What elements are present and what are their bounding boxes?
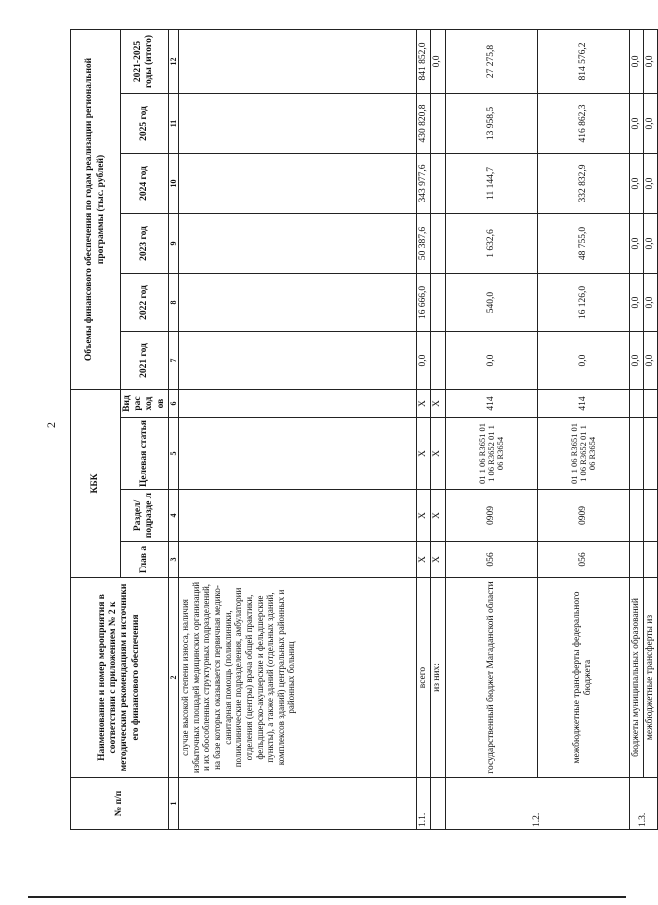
- value-2025: 0,0: [643, 94, 657, 154]
- header-total: 2021-2025 годы (итого): [121, 29, 169, 93]
- col-number: 2: [168, 578, 178, 778]
- row-vid: Х: [417, 390, 431, 418]
- cell-empty: [179, 154, 417, 214]
- table-row-1-3: [629, 29, 643, 829]
- cell-empty: [179, 94, 417, 154]
- row-name: бюджеты муниципальных образований: [629, 578, 643, 778]
- cell-empty: [179, 778, 417, 830]
- col-number: 5: [168, 418, 178, 490]
- row-number: 1.1.: [417, 778, 431, 830]
- row-glava: Х: [431, 542, 445, 578]
- value-2023: 48 755,0: [537, 214, 629, 274]
- table-row-1-1-sub: [431, 29, 445, 829]
- value-2022: 0,0: [643, 274, 657, 332]
- value-total: 0,0: [431, 29, 445, 93]
- value-2022: 16 126,0: [537, 274, 629, 332]
- value-2021: 0,0: [643, 332, 657, 390]
- value-2023: 50 387,6: [417, 214, 431, 274]
- value-2025: 13 958,5: [445, 94, 537, 154]
- cell-empty: [629, 490, 643, 542]
- measure-description: случае высокой степени износа, наличия избыточных площадей медицинских организаций и их обособленных структурных подразделений, на базе которых оказывается первичная медико-санитарная помощь (поликлиники, поликлинические подразделения, амбулатории отделения (центры) врача общей практики, фельдшерско-акушерские и фельдшерские пункты), а также зданий (отдельных зданий, комплексов зданий) центральных районных и районных больниц: [179, 578, 417, 778]
- value-total: 814 576,2: [537, 29, 629, 93]
- header-2023: 2023 год: [121, 214, 169, 274]
- row-name: государственный бюджет Магаданской области: [445, 578, 537, 778]
- value-2021: 0,0: [417, 332, 431, 390]
- value-2025: 430 820,8: [417, 94, 431, 154]
- value-2023: 1 632,6: [445, 214, 537, 274]
- table-row-description: [179, 29, 417, 829]
- funding-table: [70, 29, 658, 830]
- table-row-1-1: [417, 29, 431, 829]
- header-glava: Глав а: [121, 542, 169, 578]
- column-number-row: [168, 29, 178, 829]
- cell-empty: [179, 418, 417, 490]
- cell-empty: [629, 390, 643, 418]
- value-2021: 0,0: [629, 332, 643, 390]
- value-2022: [431, 274, 445, 332]
- value-2022: 0,0: [629, 274, 643, 332]
- page-number: 2: [44, 422, 58, 428]
- row-vid: 414: [445, 390, 537, 418]
- row-vid: 414: [537, 390, 629, 418]
- header-funding: Объемы финансового обеспечения по годам реализации региональной программы (тыс. рублей): [71, 29, 121, 389]
- row-name: межбюджетные трансферты федерального бюджета: [537, 578, 629, 778]
- cell-empty: [431, 778, 445, 830]
- value-2024: 11 144,7: [445, 154, 537, 214]
- cell-empty: [643, 542, 657, 578]
- row-glava: 056: [445, 542, 537, 578]
- value-2021: 0,0: [537, 332, 629, 390]
- row-razdel: Х: [417, 490, 431, 542]
- table-row-1-3-sub: [643, 29, 657, 829]
- row-razdel: 0909: [445, 490, 537, 542]
- col-number: 9: [168, 214, 178, 274]
- row-celevaya: Х: [431, 418, 445, 490]
- col-number: 10: [168, 154, 178, 214]
- header-razdel: Раздел/ подразде л: [121, 490, 169, 542]
- col-number: 12: [168, 29, 178, 93]
- row-name: всего: [417, 578, 431, 778]
- row-vid: Х: [431, 390, 445, 418]
- header-name: Наименование и номер мероприятия в соответствии с приложением № 2 к методическим рекомендациям и источники его финансового обеспечения: [71, 578, 169, 778]
- header-2025: 2025 год: [121, 94, 169, 154]
- cell-empty: [643, 390, 657, 418]
- cell-empty: [179, 490, 417, 542]
- value-2024: 343 977,6: [417, 154, 431, 214]
- cell-empty: [179, 390, 417, 418]
- value-2025: [431, 94, 445, 154]
- col-number: 4: [168, 490, 178, 542]
- value-2025: 416 862,3: [537, 94, 629, 154]
- col-number: 11: [168, 94, 178, 154]
- row-glava: 056: [537, 542, 629, 578]
- row-celevaya: 01 1 06 R3651 01 1 06 R3652 01 1 06 R3654: [537, 418, 629, 490]
- rotated-table-wrapper: [70, 30, 655, 830]
- header-row-1: [71, 29, 121, 829]
- value-2024: 0,0: [629, 154, 643, 214]
- row-celevaya: Х: [417, 418, 431, 490]
- value-total: 27 275,8: [445, 29, 537, 93]
- value-2022: 540,0: [445, 274, 537, 332]
- header-2021: 2021 год: [121, 332, 169, 390]
- value-2022: 16 666,0: [417, 274, 431, 332]
- value-2021: [431, 332, 445, 390]
- cell-empty: [179, 542, 417, 578]
- bottom-rule: [28, 896, 626, 898]
- header-celevaya: Целевая статья: [121, 418, 169, 490]
- value-2021: 0,0: [445, 332, 537, 390]
- cell-empty: [179, 274, 417, 332]
- value-2024: [431, 154, 445, 214]
- header-kbk: КБК: [71, 390, 121, 578]
- cell-empty: [179, 29, 417, 93]
- row-celevaya: 01 1 06 R3651 01 1 06 R3652 01 1 06 R3654: [445, 418, 537, 490]
- cell-empty: [179, 332, 417, 390]
- value-2024: 332 832,9: [537, 154, 629, 214]
- cell-empty: [179, 214, 417, 274]
- row-glava: Х: [417, 542, 431, 578]
- cell-empty: [643, 490, 657, 542]
- col-number: 7: [168, 332, 178, 390]
- value-total: 0,0: [629, 29, 643, 93]
- cell-empty: [629, 542, 643, 578]
- col-number: 3: [168, 542, 178, 578]
- cell-empty: [643, 418, 657, 490]
- header-2024: 2024 год: [121, 154, 169, 214]
- col-number: 1: [168, 778, 178, 830]
- value-2024: 0,0: [643, 154, 657, 214]
- col-number: 6: [168, 390, 178, 418]
- row-number: 1.2.: [445, 778, 629, 830]
- header-vid: Вид рас ход ов: [121, 390, 169, 418]
- header-2022: 2022 год: [121, 274, 169, 332]
- row-name: межбюджетные трансферты из: [643, 578, 657, 778]
- col-number: 8: [168, 274, 178, 332]
- value-2025: 0,0: [629, 94, 643, 154]
- table-row-1-2-sub: [537, 29, 629, 829]
- row-name: из них:: [431, 578, 445, 778]
- cell-empty: [629, 418, 643, 490]
- value-2023: 0,0: [629, 214, 643, 274]
- value-total: 0,0: [643, 29, 657, 93]
- value-total: 841 852,0: [417, 29, 431, 93]
- value-2023: 0,0: [643, 214, 657, 274]
- row-razdel: Х: [431, 490, 445, 542]
- value-2023: [431, 214, 445, 274]
- header-num: № п/п: [71, 778, 169, 830]
- row-number: 1.3.: [629, 778, 657, 830]
- row-razdel: 0909: [537, 490, 629, 542]
- table-row-1-2: [445, 29, 537, 829]
